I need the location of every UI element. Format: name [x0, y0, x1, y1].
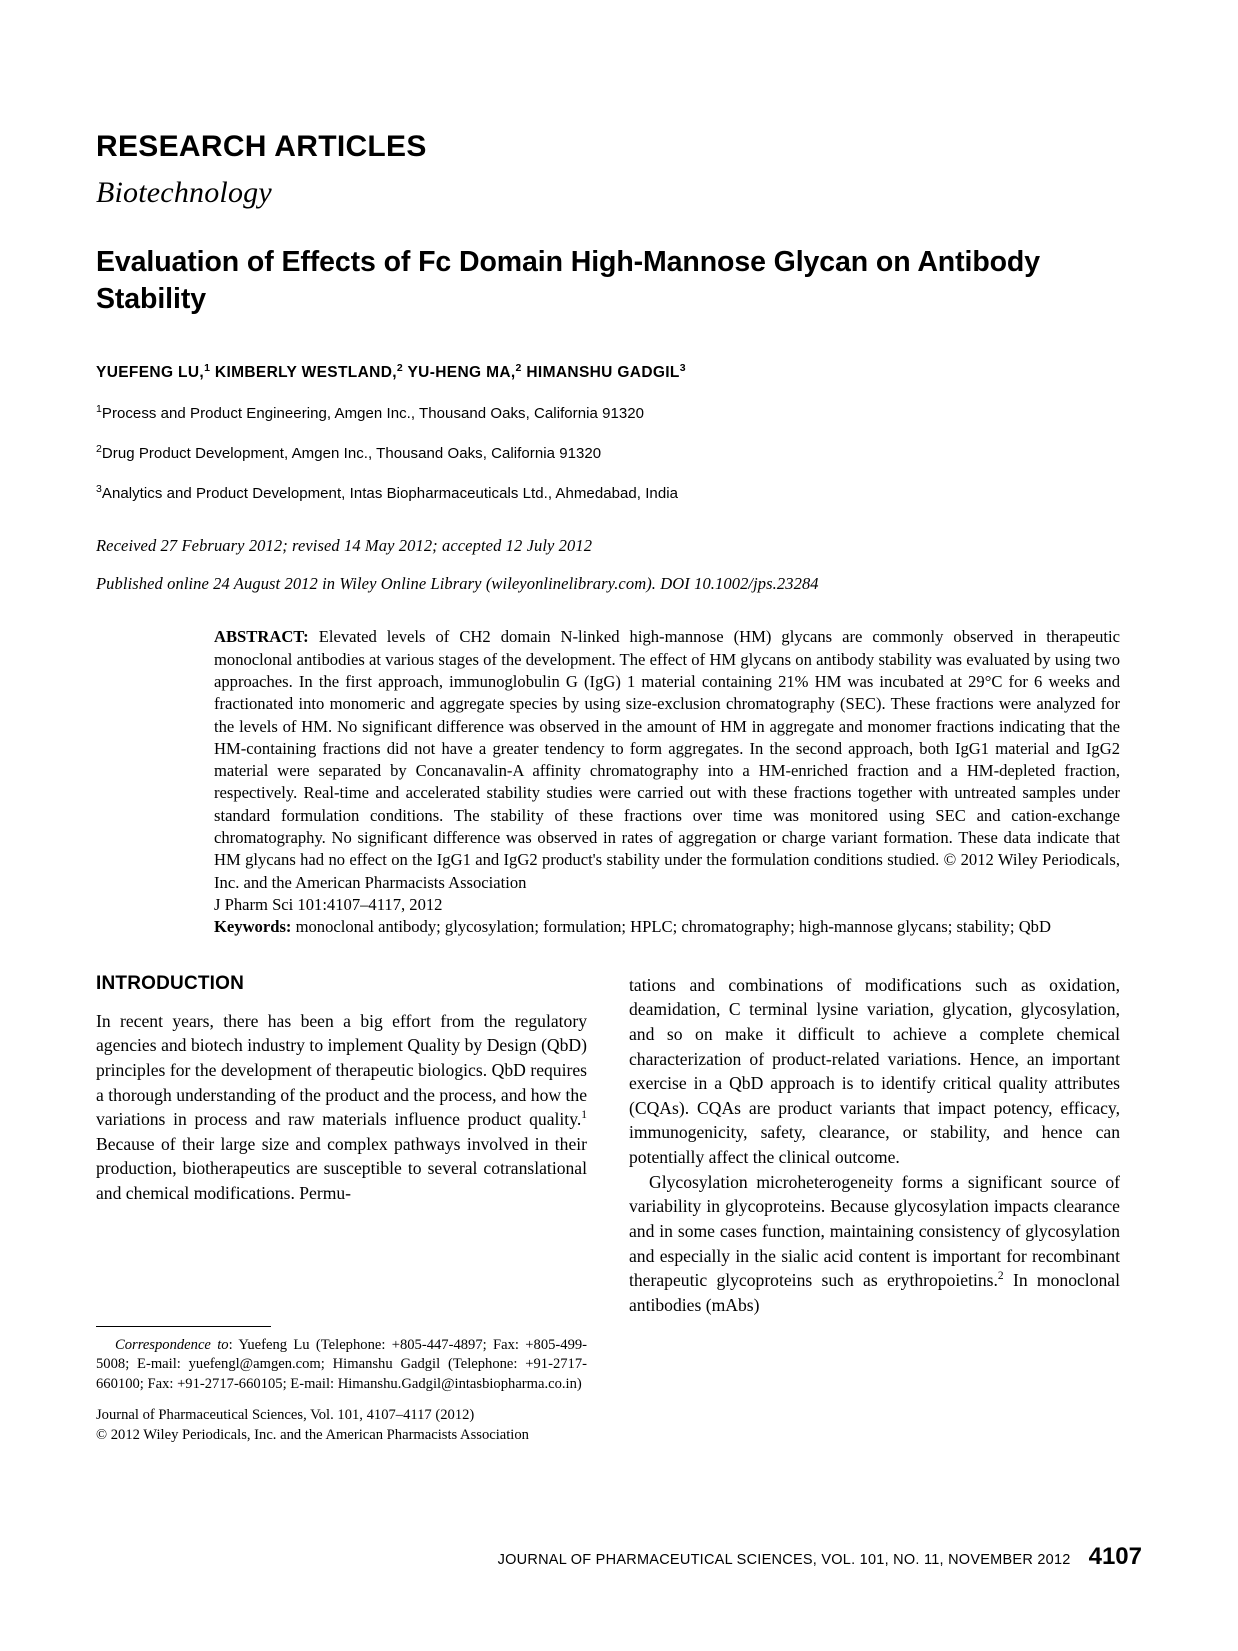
copyright-line: © 2012 Wiley Periodicals, Inc. and the American Pharmacists Association [96, 1426, 529, 1443]
page [96, 0, 1120, 1651]
keywords-line [214, 916, 1120, 938]
footnote-divider [96, 1326, 271, 1327]
abstract-body: Elevated levels of CH2 domain N-linked high-mannose (HM) glycans are commonly observed in therapeutic monoclonal antibodies at various stages of the development. The effect of HM glycans on antibody stability was evaluated by using two approaches. In the first approach, immunoglobulin G (IgG) 1 material containing 21% HM was incubated at 29°C for 6 weeks and fractionated into monomeric and aggregate species by using size-exclusion chromatography (SEC). These fractions were analyzed for the levels of HM. No significant difference was observed in the amount of HM in aggregate and monomer fractions indicating that the HM-containing fractions did not have a greater tendency to form aggregates. In the second approach, both IgG1 material and IgG2 material were separated by Concanavalin-A affinity chromatography into a HM-enriched fraction and a HM-depleted fraction, respectively. Real-time and accelerated stability studies were carried out with these fractions together with untreated samples under standard formulation conditions. The stability of these fractions over time was monitored using SEC and cation-exchange chromatography. No significant difference was observed in rates of aggregation or charge variant formation. These data indicate that HM glycans had no effect on the IgG1 and IgG2 product's stability under the formulation conditions studied. © 2012 Wiley Periodicals, Inc. and the American Pharmacists Association [214, 627, 1120, 892]
affiliation-1 [96, 403, 1120, 422]
affiliation-marker: 2 [96, 443, 102, 456]
affiliation-text: Drug Product Development, Amgen Inc., Thousand Oaks, California 91320 [101, 445, 602, 463]
affiliation-text: Analytics and Product Development, Intas Biopharmaceuticals Ltd., Ahmedabad, India [101, 485, 678, 503]
abstract-block [214, 626, 1120, 938]
abstract-text [214, 626, 1120, 916]
column-left [96, 973, 587, 1446]
author-list: YUEFENG LU,$^1$ KIMBERLY WESTLAND,$^2$ YU-HENG MA,$^2$ HIMANSHU GADGIL$^3$ [96, 362, 686, 382]
correspondence-note [96, 1336, 587, 1394]
section-heading: RESEARCH ARTICLES [96, 130, 427, 163]
footer-journal-text: JOURNAL OF PHARMACEUTICAL SCIENCES, VOL. 101, NO. 11, NOVEMBER 2012 [497, 1552, 1071, 1568]
keywords-text: monoclonal antibody; glycosylation; formulation; HPLC; chromatography; high-mannose glycans; stability; QbD [295, 917, 1051, 937]
intro-paragraph-3: Glycosylation microheterogeneity forms a significant source of variability in glycoproteins. Because glycosylation impacts clearance and in some cases function, maintaining consistency of glycosylation and especially in the sialic acid content is important for recombinant therapeutic glycoproteins such as erythropoietins.$^2$ In monoclonal antibodies (mAbs) [629, 1171, 1120, 1315]
column-right [629, 973, 1120, 1446]
page-title: Evaluation of Effects of Fc Domain High-Mannose Glycan on Antibody Stability [96, 246, 1040, 316]
abstract-label: ABSTRACT: [214, 627, 309, 647]
page-footer [96, 1543, 1142, 1571]
affiliation-3 [96, 483, 1120, 502]
affiliation-2 [96, 443, 1120, 462]
page-number: 4107 [1088, 1543, 1142, 1570]
intro-paragraph-1: In recent years, there has been a big effort from the regulatory agencies and biotech industry to implement Quality by Design (QbD) principles for the development of therapeutic biologics. QbD requires a thorough understanding of the product and the process, and how the variations in process and raw materials influence product quality.$^1$ Because of their large size and complex pathways involved in their production, biotherapeutics are susceptible to several cotranslational and chemical modifications. Permu- [96, 1010, 587, 1203]
footnote-block [96, 1326, 587, 1446]
subsection-heading: Biotechnology [96, 176, 272, 209]
correspondence-text: : Yuefeng Lu (Telephone: +805-447-4897; Fax: +805-499-5008; E-mail: yuefengl@amgen.com; Himanshu Gadgil (Telephone: +91-2717-660100; Fax: +91-2717-660105; E-mail: Himanshu.Gadgil@intasbiopharma.co.in) [96, 1337, 588, 1392]
published-line: Published online 24 August 2012 in Wiley Online Library (wileyonlinelibrary.com). DOI 10.1002/jps.23284 [96, 574, 819, 594]
correspondence-label: Correspondence to [114, 1337, 229, 1354]
journal-reference [96, 1406, 587, 1445]
affiliation-marker: 1 [96, 403, 102, 416]
journal-volume-line: Journal of Pharmaceutical Sciences, Vol. 101, 4107–4117 (2012) [96, 1407, 475, 1424]
abstract-citation: J Pharm Sci 101:4107–4117, 2012 [214, 895, 443, 914]
received-dates: Received 27 February 2012; revised 14 May 2012; accepted 12 July 2012 [96, 536, 593, 556]
introduction-heading: INTRODUCTION [96, 972, 245, 994]
affiliation-marker: 3 [96, 483, 102, 496]
intro-paragraph-2: tations and combinations of modifications such as oxidation, deamidation, C terminal lysine variation, glycation, glycosylation, and so on make it difficult to achieve a complete chemical characterization of product-related variations. Hence, an important exercise in a QbD approach is to identify critical quality attributes (CQAs). CQAs are product variants that impact potency, efficacy, immunogenicity, safety, clearance, or stability, and hence can potentially affect the clinical outcome. [629, 974, 1120, 1167]
affiliation-text: Process and Product Engineering, Amgen Inc., Thousand Oaks, California 91320 [101, 405, 645, 423]
keywords-label: Keywords: [214, 917, 292, 937]
two-column-body [96, 973, 1120, 1446]
